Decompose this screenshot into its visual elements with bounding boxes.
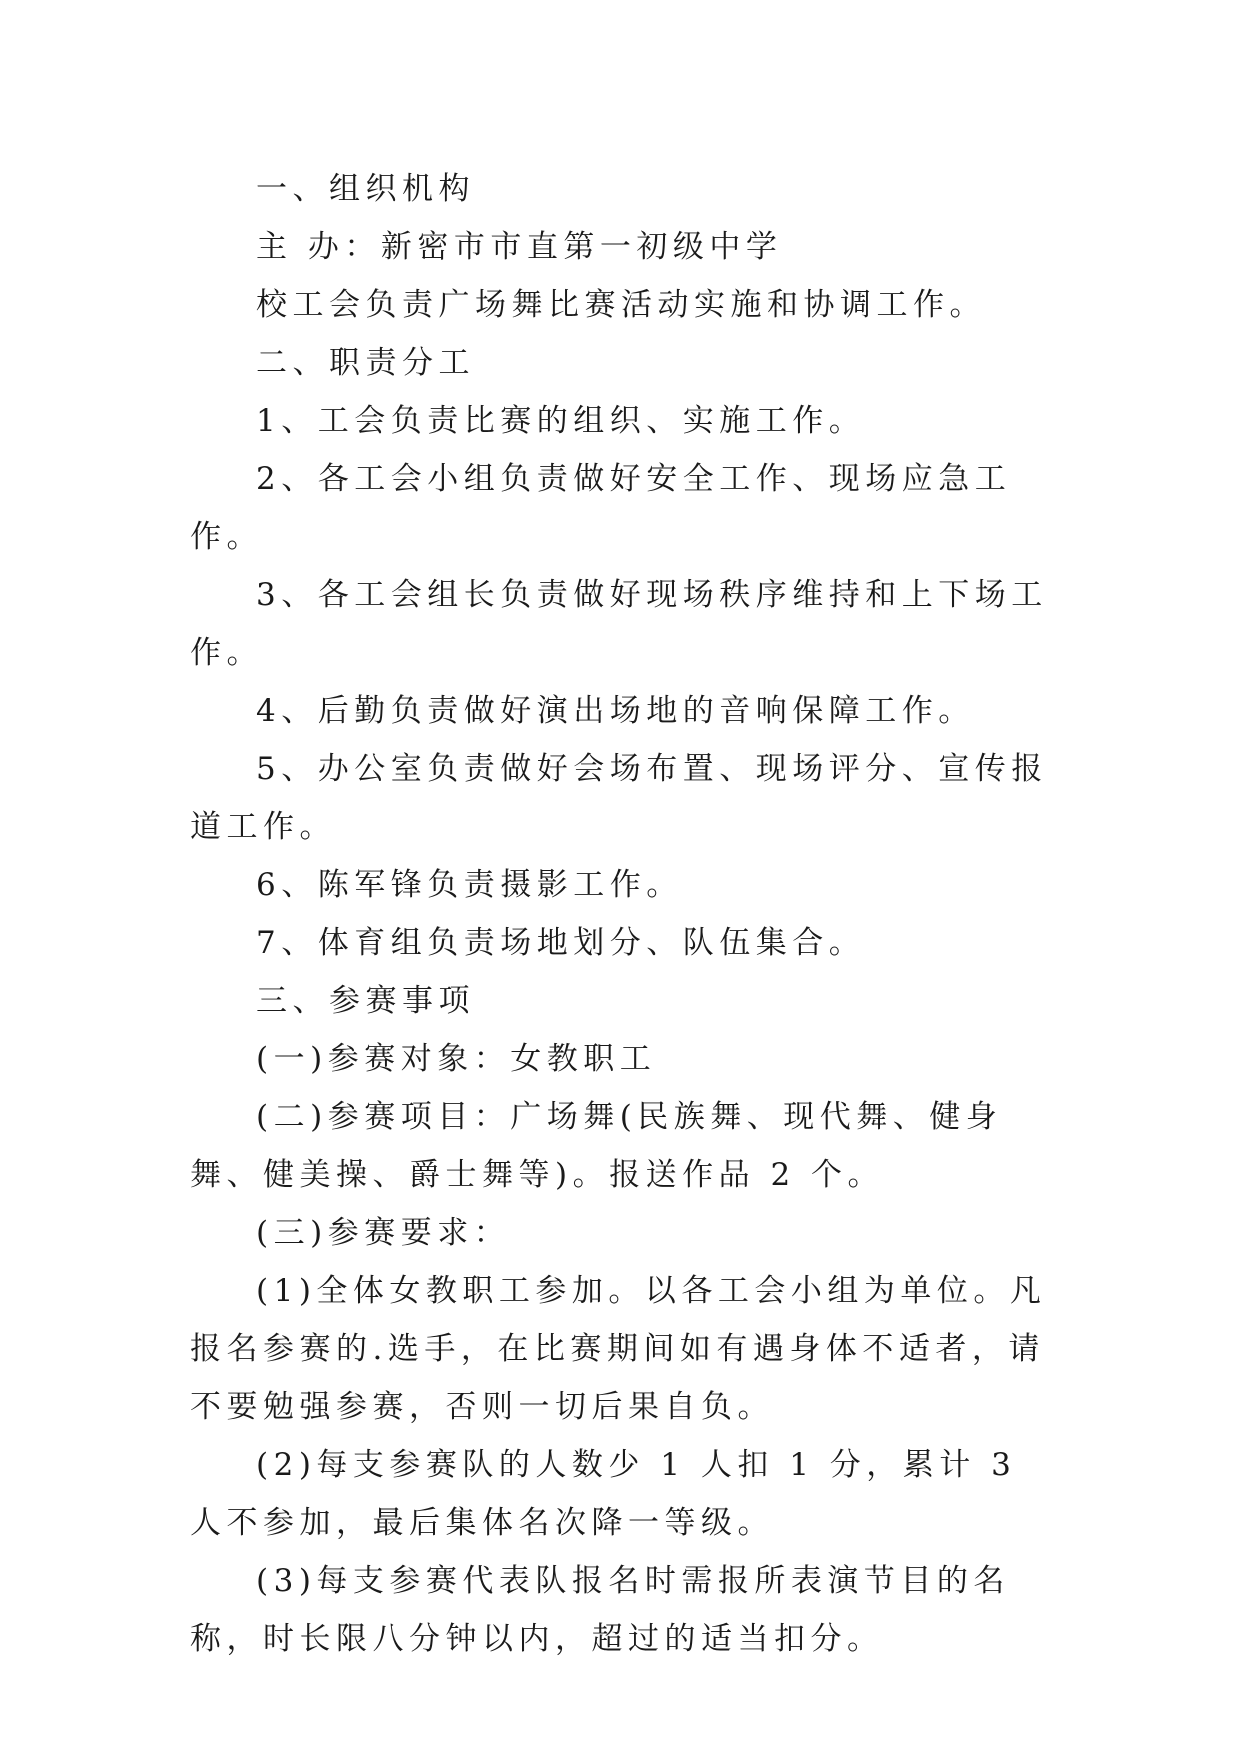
requirement-1: (1)全体女教职工参加。以各工会小组为单位。凡报名参赛的.选手，在比赛期间如有遇身体不适者，请不要勉强参赛，否则一切后果自负。 [190,1273,1047,1425]
requirement-3: (3)每支参赛代表队报名时需报所表演节目的名称，时长限八分钟以内，超过的适当扣分。 [190,1563,1010,1657]
document-body [190,160,1048,1668]
duty-item-6: 6、陈军锋负责摄影工作。 [256,867,683,903]
participants-line: (一)参赛对象：女教职工 [256,1041,657,1077]
section-heading-duties: 二、职责分工 [256,345,475,381]
requirements-heading: (三)参赛要求： [256,1215,511,1251]
duty-item-2: 2、各工会小组负责做好安全工作、现场应急工作。 [190,461,1012,555]
duty-item-4: 4、后勤负责做好演出场地的音响保障工作。 [256,693,975,729]
duty-item-1: 1、工会负责比赛的组织、实施工作。 [256,403,866,439]
duty-item-7: 7、体育组负责场地划分、队伍集合。 [256,925,866,961]
requirement-2: (2)每支参赛队的人数少 1 人扣 1 分，累计 3 人不参加，最后集体名次降一等级。 [190,1447,1017,1541]
section-heading-participation: 三、参赛事项 [256,983,475,1019]
duty-item-3: 3、各工会组长负责做好现场秩序维持和上下场工作。 [190,577,1048,671]
events-line: (二)参赛项目：广场舞(民族舞、现代舞、健身舞、健美操、爵士舞等)。报送作品 2 个。 [190,1099,1003,1193]
duty-item-5: 5、办公室负责做好会场布置、现场评分、宣传报道工作。 [190,751,1048,845]
union-responsibility-line: 校工会负责广场舞比赛活动实施和协调工作。 [256,287,986,323]
section-heading-organization: 一、组织机构 [256,171,475,207]
host-line: 主 办：新密市市直第一初级中学 [256,229,783,265]
